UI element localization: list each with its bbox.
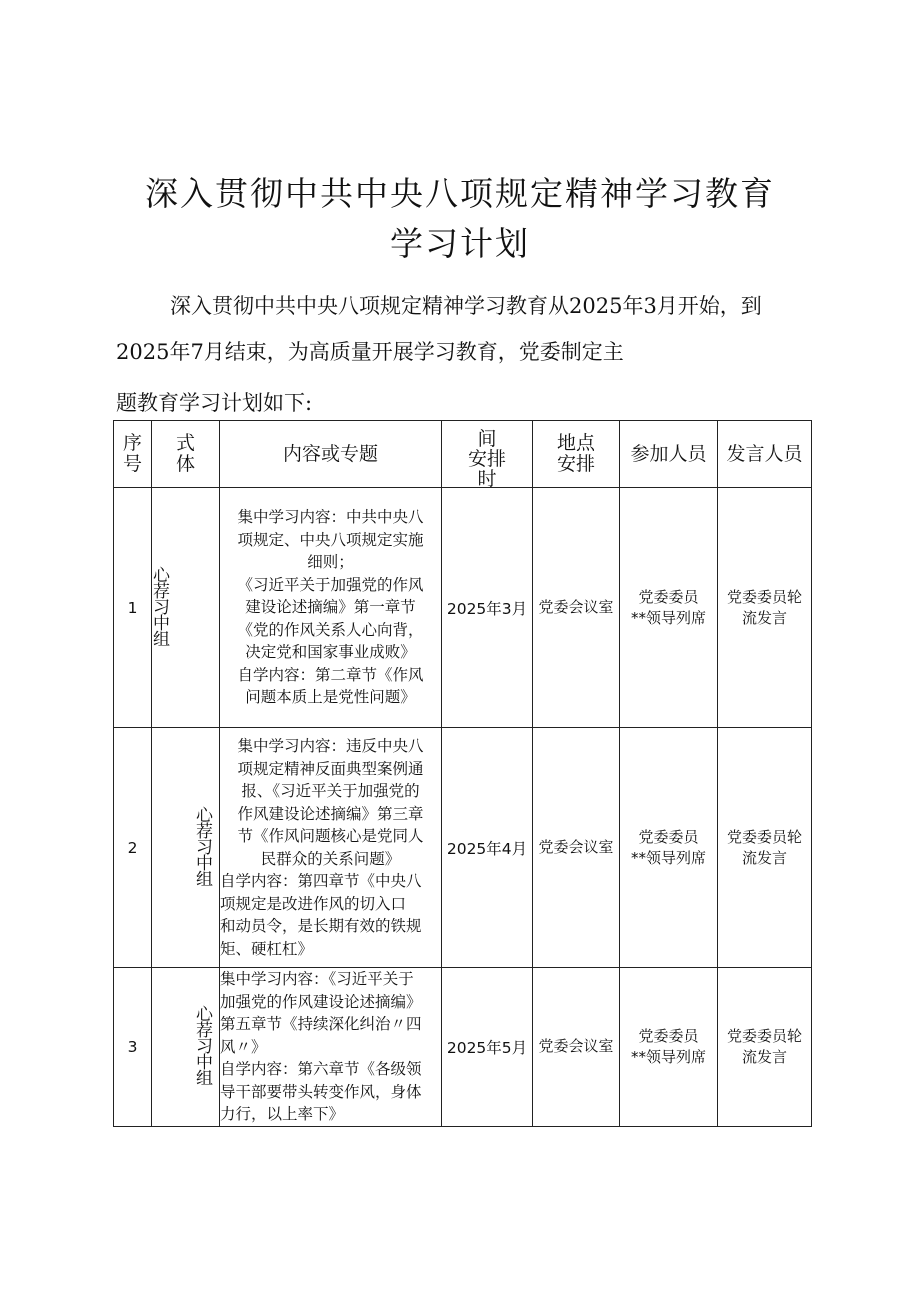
header-time-line: 安排 <box>467 448 506 470</box>
row-place: 党委会议室 <box>533 728 620 968</box>
attendees-line: 党委委员 <box>638 827 699 846</box>
speakers-line: 党委委员轮 <box>726 587 802 606</box>
attendees-line: **领导列席 <box>630 848 706 867</box>
content-line: 节《作风问题核心是党同人 <box>237 827 424 845</box>
content-line: 《党的作风关系人心向背， <box>237 620 424 639</box>
row-speakers <box>718 728 812 968</box>
row-attendees <box>620 728 718 968</box>
content-line: 自学内容：第六章节《各级领 <box>220 1060 422 1078</box>
table-header-row <box>114 421 812 488</box>
row-form <box>152 968 220 1127</box>
row-form <box>152 728 220 968</box>
attendees-line: **领导列席 <box>630 608 706 627</box>
study-plan-table <box>113 420 812 1127</box>
header-time-line: 时 <box>477 468 497 490</box>
content-line: 集中学习内容：《习近平关于 <box>220 970 414 988</box>
content-line: 和动员令，是长期有效的铁规 <box>220 917 422 935</box>
header-time-line: 间 <box>477 428 497 450</box>
content-line: 自学内容：第四章节《中央八 <box>220 872 422 890</box>
content-line: 民群众的关系问题》 <box>260 849 401 868</box>
content-line: 决定党和国家事业成败》 <box>245 643 416 662</box>
content-line: 集中学习内容：违反中央八 <box>237 737 424 755</box>
content-line: 项规定精神反面典型案例通 <box>237 759 424 778</box>
content-line: 导干部要带头转变作风，身体 <box>220 1082 422 1101</box>
row-seq: 1 <box>114 488 152 728</box>
row-form-text: 心荐习中组 <box>192 1004 212 1085</box>
header-place <box>533 421 620 488</box>
row-place: 党委会议室 <box>533 488 620 728</box>
attendees-line: **领导列席 <box>630 1047 706 1066</box>
content-line: 细则； <box>307 553 354 572</box>
header-form <box>152 421 220 488</box>
content-line: 建设论述摘编》第一章节 <box>245 598 416 617</box>
row-content <box>220 728 442 968</box>
header-seq <box>114 421 152 488</box>
document-title-line-1: 深入贯彻中共中央八项规定精神学习教育 <box>145 174 775 213</box>
header-seq-line: 号 <box>122 453 142 475</box>
content-line: 集中学习内容：中共中央八 <box>237 508 424 527</box>
content-line: 项规定是改进作风的切入口 <box>220 894 407 913</box>
content-line: 项规定、中央八项规定实施 <box>237 530 424 549</box>
header-content: 内容或专题 <box>220 421 442 488</box>
content-line: 风〃》 <box>220 1037 267 1056</box>
header-form-line: 式 <box>175 432 195 454</box>
row-content <box>220 488 442 728</box>
header-seq-line: 序 <box>122 432 142 454</box>
row-form-text: 心荐习中组 <box>149 565 169 646</box>
table-row <box>114 728 812 968</box>
content-line: 问题本质上是党性问题》 <box>245 688 416 707</box>
speakers-line: 流发言 <box>741 1047 787 1066</box>
row-time: 2025年4月 <box>442 728 533 968</box>
content-line: 自学内容：第二章节《作风 <box>237 665 424 684</box>
attendees-line: 党委委员 <box>638 1026 699 1045</box>
row-seq: 3 <box>114 968 152 1127</box>
attendees-line: 党委委员 <box>638 587 699 606</box>
document-title-line-2: 学习计划 <box>390 224 530 263</box>
header-attendees: 参加人员 <box>620 421 718 488</box>
speakers-line: 党委委员轮 <box>726 1026 802 1045</box>
content-line: 力行，以上率下》 <box>220 1105 345 1123</box>
header-place-line: 地点 <box>556 432 595 454</box>
row-form-text: 心荐习中组 <box>192 805 212 886</box>
row-place: 党委会议室 <box>533 968 620 1127</box>
intro-line-1: 深入贯彻中共中央八项规定精神学习教育从2025年3月开始，到 <box>170 294 762 318</box>
content-line: 作风建设论述摘编》第三章 <box>237 804 424 823</box>
header-place-line: 安排 <box>556 453 595 475</box>
row-seq: 2 <box>114 728 152 968</box>
header-time <box>442 421 533 488</box>
header-form-line: 体 <box>175 453 195 475</box>
table-row <box>114 488 812 728</box>
speakers-line: 党委委员轮 <box>726 827 802 846</box>
row-speakers <box>718 968 812 1127</box>
speakers-line: 流发言 <box>741 608 787 627</box>
speakers-line: 流发言 <box>741 848 787 867</box>
content-line: 《习近平关于加强党的作风 <box>237 575 424 594</box>
row-attendees <box>620 488 718 728</box>
row-content <box>220 968 442 1127</box>
table-row <box>114 968 812 1127</box>
content-line: 第五章节《持续深化纠治〃四 <box>220 1015 422 1033</box>
content-line: 矩、硬杠杠》 <box>220 939 314 958</box>
intro-line-2: 2025年7月结束，为高质量开展学习教育，党委制定主 <box>116 340 624 364</box>
row-attendees <box>620 968 718 1127</box>
content-line: 加强党的作风建设论述摘编》 <box>220 992 422 1011</box>
content-line: 报、《习近平关于加强党的 <box>241 782 420 800</box>
header-speakers: 发言人员 <box>718 421 812 488</box>
intro-line-3: 题教育学习计划如下: <box>116 391 313 415</box>
row-time: 2025年5月 <box>442 968 533 1127</box>
row-time: 2025年3月 <box>442 488 533 728</box>
row-speakers <box>718 488 812 728</box>
row-form <box>149 488 220 728</box>
